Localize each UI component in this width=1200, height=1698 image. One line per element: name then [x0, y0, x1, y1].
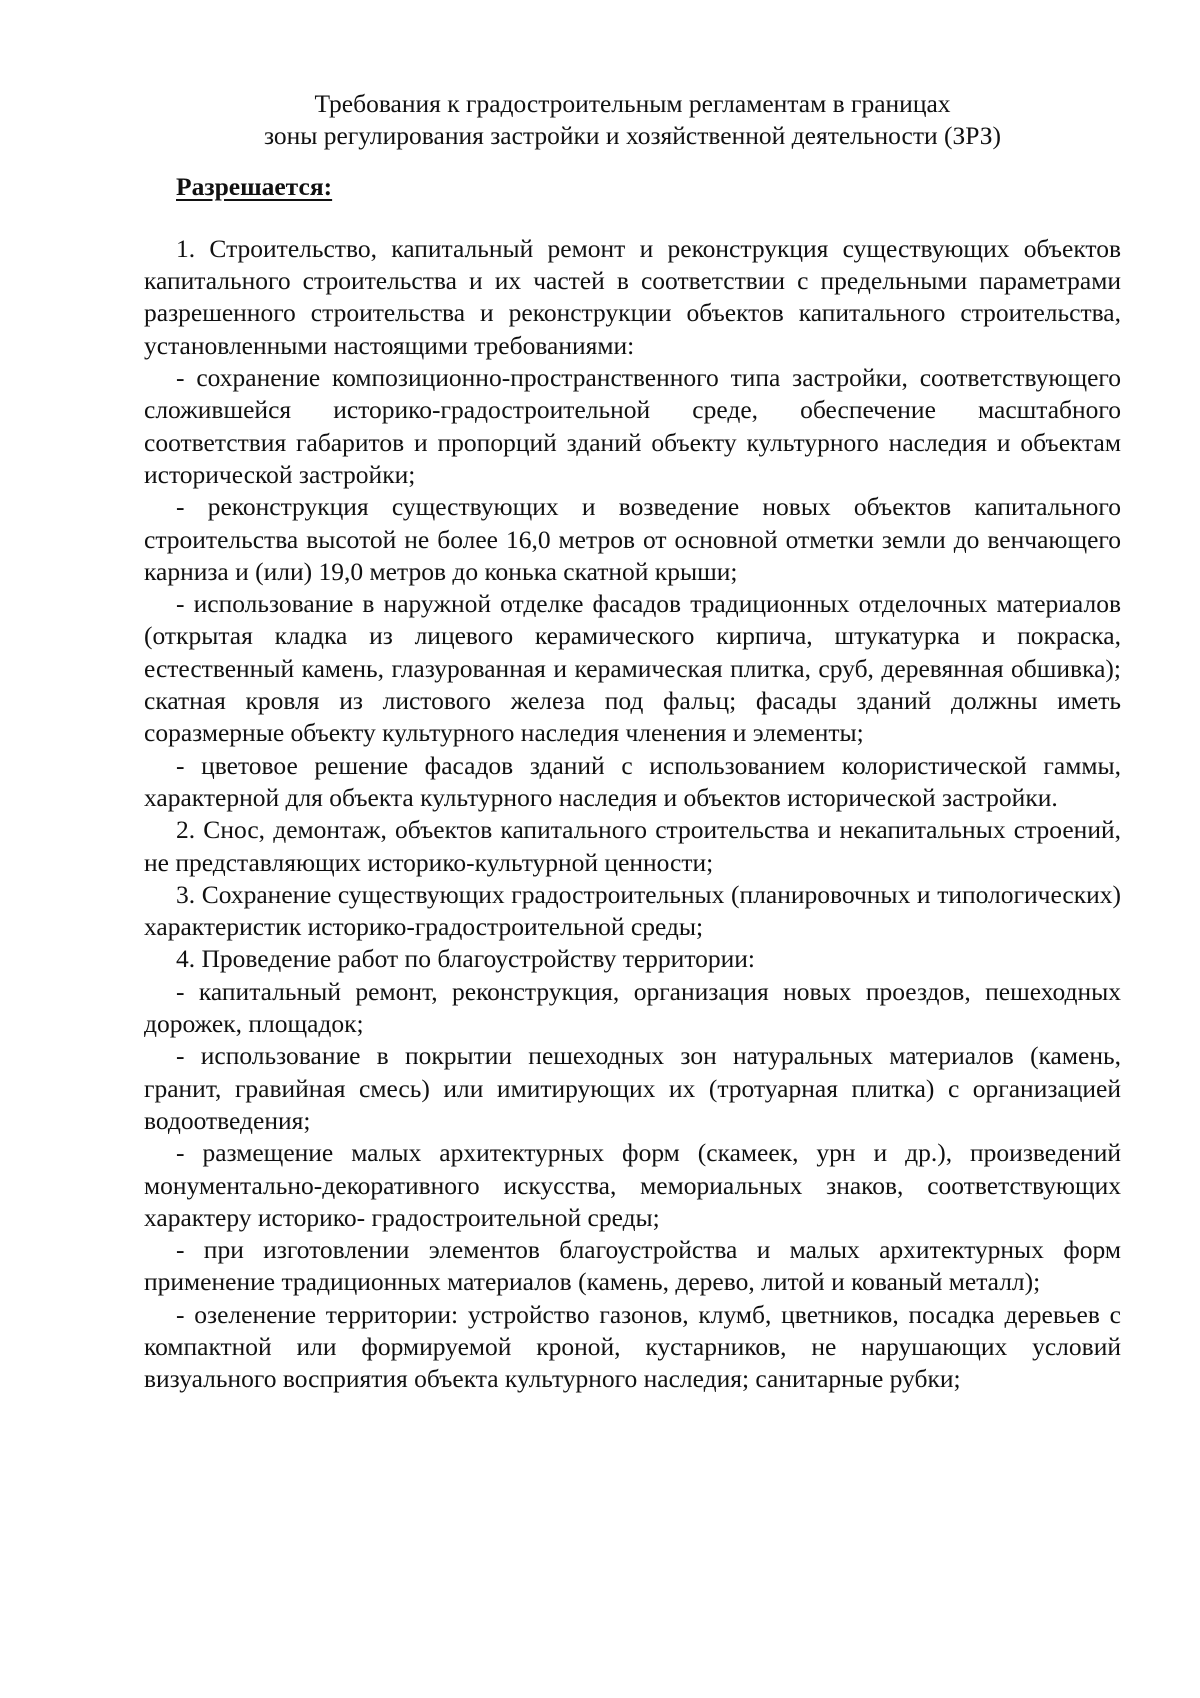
paragraph-3: - реконструкция существующих и возведение новых объектов капитального строительства высотой не более 16,0 метров от основной отметки земли до венчающего карниза и (или) 19,0 метров до конька скатной крыши; [144, 492, 1121, 586]
title-line-2: зоны регулирования застройки и хозяйственной деятельности (ЗРЗ) [263, 121, 1002, 151]
paragraph-6: 2. Снос, демонтаж, объектов капитального строительства и некапитальных строений, не представляющих историко-культурной ценности; [144, 815, 1121, 877]
title-line-1: Требования к градостроительным регламентам в границах [314, 89, 951, 118]
paragraph-13: - озеленение территории: устройство газонов, клумб, цветников, посадка деревьев с компактной или формируемой кроной, кустарников, не нарушающих условий визуального восприятия объекта культурного наследия; санитарные рубки; [144, 1299, 1121, 1394]
paragraph-11: - размещение малых архитектурных форм (скамеек, урн и др.), произведений монументально-декоративного искусства, мемориальных знаков, соответствующих характеру историко- градостроительной среды; [144, 1138, 1121, 1232]
paragraph-12: - при изготовлении элементов благоустройства и малых архитектурных форм применение традиционных материалов (камень, дерево, литой и кованый металл); [144, 1235, 1121, 1297]
paragraph-1: 1. Строительство, капитальный ремонт и реконструкция существующих объектов капитального строительства и их частей в соответствии с предельными параметрами разрешенного строительства и реконструкции объектов капитального строительства, установленными настоящими требованиями: [144, 233, 1121, 360]
paragraph-2: - сохранение композиционно-пространственного типа застройки, соответствующего сложившейся историко-градостроительной среде, обеспечение масштабного соответствия габаритов и пропорций зданий объекту культурного наследия и объектам исторической застройки; [144, 363, 1121, 489]
paragraph-7: 3. Сохранение существующих градостроительных (планировочных и типологических) характеристик историко-градостроительной среды; [144, 879, 1121, 942]
document-page [144, 88, 1121, 1396]
document-title [144, 88, 1121, 153]
paragraph-9: - капитальный ремонт, реконструкция, организация новых проездов, пешеходных дорожек, площадок; [144, 976, 1121, 1039]
paragraph-8: 4. Проведение работ по благоустройству территории: [176, 944, 756, 974]
paragraph-5: - цветовое решение фасадов зданий с использованием колористической гаммы, характерной для объекта культурного наследия и объектов исторической застройки. [144, 750, 1121, 812]
document-body [144, 233, 1121, 1396]
paragraph-10: - использование в покрытии пешеходных зон натуральных материалов (камень, гранит, гравийная смесь) или имитирующих их (тротуарная плитка) с организацией водоотведения; [144, 1041, 1121, 1135]
paragraph-4: - использование в наружной отделке фасадов традиционных отделочных материалов (открытая кладка из лицевого керамического кирпича, штукатурка и покраска, естественный камень, глазурованная и керамическая плитка, сруб, деревянная обшивка); скатная кровля из листового железа под фальц; фасады зданий должны иметь соразмерные объекту культурного наследия членения и элементы; [144, 589, 1121, 748]
section-heading: Разрешается: [176, 171, 333, 201]
